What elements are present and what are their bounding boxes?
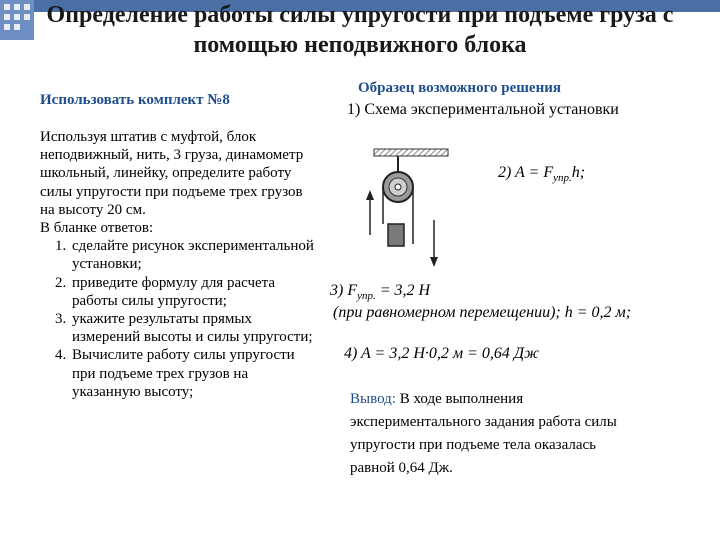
sample-solution-title: Образец возможного решения	[358, 80, 561, 96]
task-steps	[40, 237, 320, 401]
task-text	[40, 128, 320, 401]
load-weight	[388, 224, 404, 246]
formula-3-note: (при равномерном перемещении); h = 0,2 м;	[333, 304, 632, 321]
formula-2: 2) $A = F_{упр.}h$;	[498, 164, 586, 185]
kit-label: Использовать комплект №8	[40, 92, 230, 108]
task-step-4: 4. Вычислите работу силы упругости при подъеме трех грузов на указанную высоту;	[70, 346, 320, 401]
page-title: Определение работы силы упругости при подъеме груза с помощью неподвижного блока	[46, 2, 674, 58]
task-step-1: 1. сделайте рисунок экспериментальной установки;	[70, 237, 320, 273]
task-step-2: 2. приведите формулу для расчета работы силы упругости;	[70, 274, 320, 310]
answers-heading: В бланке ответов:	[40, 220, 154, 237]
pulley-diagram	[360, 140, 450, 275]
conclusion	[350, 388, 620, 480]
task-step-3: 3. укажите результаты прямых измерений высоты и силы упругости;	[70, 310, 320, 346]
formula-4: 4) A = 3,2 Н·0,2 м = 0,64 Дж	[344, 345, 539, 362]
corner-decoration	[0, 0, 34, 40]
conclusion-text: В ходе выполнения экспериментального задания работа силы упругости при подъеме тела оказалась равной 0,64 Дж.	[350, 391, 617, 476]
step1-text: 1) Схема экспериментальной установки	[347, 101, 619, 118]
conclusion-label: Вывод:	[350, 391, 396, 407]
formula-3: 3) $F_{упр.} = 3,2$ Н	[330, 282, 431, 303]
task-intro: Используя штатив с муфтой, блок неподвижный, нить, 3 груза, динамометр школьный, линейку, определите работу силы упругости при подъеме трех грузов на высоту 20 см.	[40, 129, 304, 218]
ceiling-support	[374, 149, 448, 156]
